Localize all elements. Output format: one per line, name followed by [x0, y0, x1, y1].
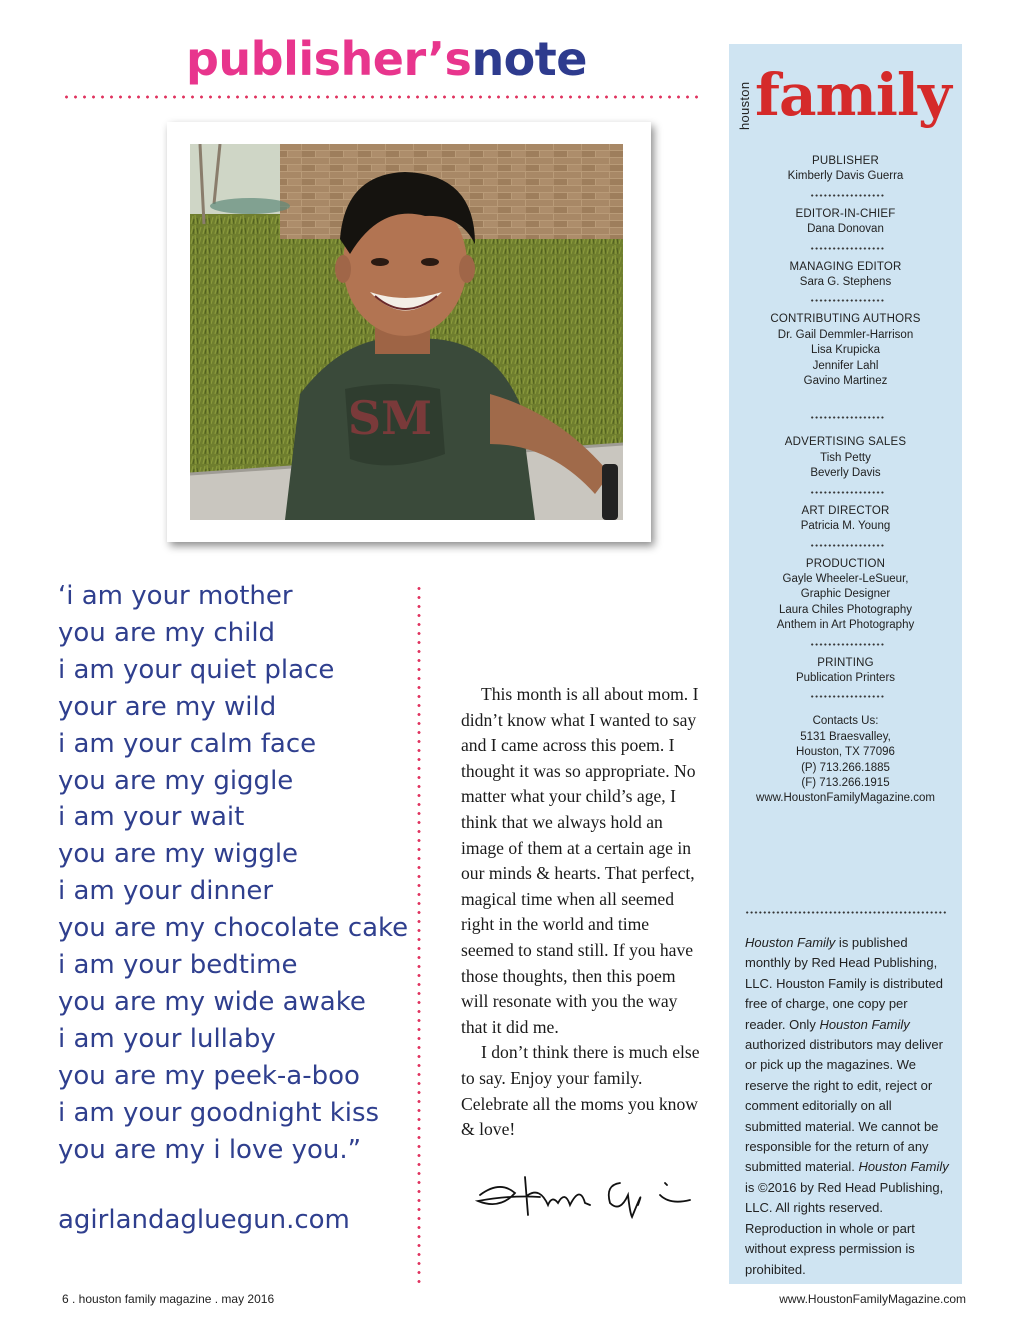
masthead-separator: [729, 535, 962, 557]
disclaimer-italic: Houston Family: [819, 1016, 910, 1032]
masthead-editor: [729, 207, 962, 238]
poem: [58, 578, 408, 1169]
masthead-name: Patricia M. Young: [800, 520, 891, 533]
poem-line: i am your bedtime: [58, 950, 298, 981]
masthead-name: Dr. Gail Demmler-Harrison: [777, 328, 914, 341]
masthead-name: Graphic Designer: [800, 588, 891, 601]
contacts-line: (P) 713.266.1885: [801, 761, 890, 774]
letter-paragraph: I don’t think there is much else to say. Enjoy your family. Celebrate all the moms you know & love!: [461, 1042, 700, 1140]
page-title-part1: publisher’s: [186, 32, 472, 86]
poem-source-link[interactable]: agirlandagluegun.com: [58, 1205, 350, 1235]
masthead-role: EDITOR-IN-CHIEF: [795, 207, 896, 220]
poem-line: you are my chocolate cake: [58, 913, 409, 944]
disclaimer-span: authorized distributors may deliver or pick up the magazines. We reserve the right to edit, reject or comment editorially on all submitted material. We cannot be responsible for the return of any submitted material.: [745, 1037, 943, 1175]
masthead-printing: [729, 656, 962, 687]
disclaimer-text: [745, 933, 951, 1280]
poem-line: your are my wild: [58, 691, 277, 722]
signature: [470, 1165, 700, 1225]
masthead-role: PRINTING: [817, 656, 874, 669]
poem-line: you are my i love you.”: [58, 1134, 362, 1165]
page-title-part2: note: [471, 32, 587, 86]
contacts-block: [729, 714, 962, 806]
svg-text:SM: SM: [347, 391, 433, 445]
poem-line: you are my wide awake: [58, 986, 366, 1017]
masthead-name: Jennifer Lahl: [812, 359, 879, 372]
masthead-separator: [729, 238, 962, 260]
poem-line: you are my peek-a-boo: [58, 1060, 360, 1091]
contacts-line: Houston, TX 77096: [796, 746, 895, 759]
masthead-separator: [729, 634, 962, 656]
contacts-line: (F) 713.266.1915: [801, 776, 890, 789]
masthead-name: Tish Petty: [820, 451, 871, 464]
masthead-contributing-authors: [729, 312, 962, 389]
masthead-sidebar: [729, 44, 962, 1284]
masthead-separator: [729, 686, 962, 708]
logo-family-text: family: [755, 61, 951, 129]
masthead-separator: [729, 290, 962, 312]
masthead-name: Gayle Wheeler-LeSueur,: [782, 572, 909, 585]
footer-website-link[interactable]: www.HoustonFamilyMagazine.com: [779, 1292, 966, 1306]
masthead-role: MANAGING EDITOR: [789, 260, 902, 273]
poem-line: i am your wait: [58, 802, 245, 833]
disclaimer-span: is ©2016 by Red Head Publishing, LLC. All rights reserved. Reproduction in whole or part without express permission is prohibited.: [745, 1179, 944, 1277]
disclaimer-span: is published monthly by Red Head Publishing, LLC. Houston Family is distributed free of charge, one copy per reader. Only: [745, 935, 943, 1032]
masthead-name: Kimberly Davis Guerra: [787, 170, 904, 183]
masthead-name: Publication Printers: [795, 671, 896, 684]
masthead-production: [729, 557, 962, 634]
letter-paragraph: This month is all about mom. I didn’t know what I wanted to say and I came across this poem. I thought it was so appropriate. No matter what your child’s age, I think that we always hold an image of them at a certain age in our minds & hearts. That perfect, magical time when all seemed right in the world and time seemed to stand still. If you have those thoughts, then this poem will resonate with you the way that it did me.: [461, 684, 699, 1037]
masthead-publisher: [729, 154, 962, 185]
masthead-role: CONTRIBUTING AUTHORS: [770, 313, 921, 326]
masthead-art-director: [729, 504, 962, 535]
publisher-letter: [461, 682, 703, 1143]
poem-line: you are my giggle: [58, 765, 294, 796]
contacts-website-link[interactable]: www.HoustonFamilyMagazine.com: [756, 792, 935, 805]
title-divider: [62, 95, 698, 99]
masthead-separator: [729, 185, 962, 207]
poem-line: i am your quiet place: [58, 654, 335, 685]
masthead-name: Laura Chiles Photography: [779, 603, 912, 616]
sidebar-divider: [745, 911, 947, 914]
poem-line: i am your lullaby: [58, 1023, 276, 1054]
column-divider: [417, 584, 421, 1284]
masthead-name: Beverly Davis: [810, 467, 881, 480]
poem-line: i am your goodnight kiss: [58, 1097, 380, 1128]
poem-line: you are my child: [58, 617, 276, 648]
page-title: [186, 32, 587, 86]
contacts-heading: Contacts Us:: [812, 715, 879, 728]
masthead-managing-editor: [729, 260, 962, 291]
masthead-role: PRODUCTION: [805, 557, 886, 570]
masthead-role: PUBLISHER: [812, 155, 879, 167]
masthead-role: ART DIRECTOR: [801, 504, 890, 517]
masthead-separator: [729, 482, 962, 504]
disclaimer-italic: Houston Family: [858, 1159, 949, 1175]
masthead-separator: [729, 389, 962, 429]
masthead-name: Dana Donovan: [807, 223, 884, 236]
footer-page-info: 6 . houston family magazine . may 2016: [62, 1292, 275, 1306]
contacts-line: 5131 Braesvalley,: [800, 730, 891, 743]
masthead-name: Lisa Krupicka: [810, 344, 881, 357]
poem-line: ‘i am your mother: [58, 581, 293, 611]
child-photo: [190, 144, 623, 520]
photo-frame: [167, 122, 651, 542]
masthead-list: [729, 154, 962, 807]
masthead-advertising: [729, 435, 962, 481]
masthead-name: Anthem in Art Photography: [776, 619, 915, 632]
masthead-name: Gavino Martinez: [803, 375, 888, 388]
masthead-name: Sara G. Stephens: [799, 276, 892, 289]
disclaimer-italic: Houston Family: [745, 935, 836, 950]
poem-line: i am your dinner: [58, 876, 274, 907]
poem-line: you are my wiggle: [58, 839, 299, 870]
logo-houston-text: houston: [737, 81, 752, 130]
masthead-role: ADVERTISING SALES: [784, 436, 907, 449]
poem-line: i am your calm face: [58, 728, 317, 759]
